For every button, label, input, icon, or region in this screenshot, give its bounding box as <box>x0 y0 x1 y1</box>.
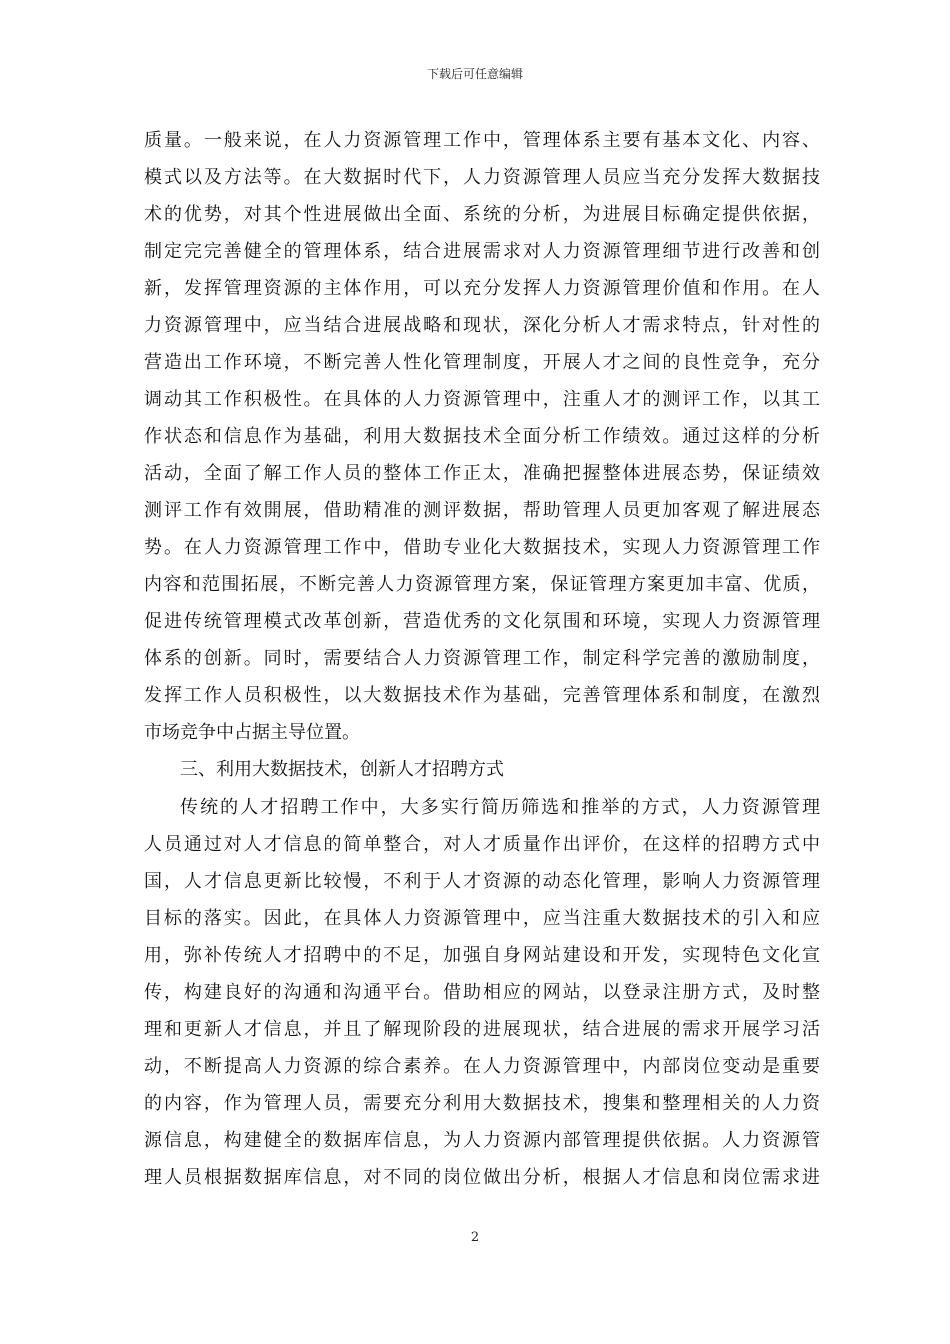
paragraph-line: 人员通过对人才信息的简单整合，对人才质量作出评价，在这样的招聘方式中 <box>144 834 820 855</box>
paragraph-line: 动，不断提高人力资源的综合素养。在人力资源管理中，内部岗位变动是重要 <box>144 1056 820 1077</box>
paragraph-line: 力资源管理中，应当结合进展战略和现状，深化分析人才需求特点，针对性的 <box>144 315 820 336</box>
paragraph-line: 传统的人才招聘工作中，大多实行简历筛选和推举的方式，人力资源管理 <box>180 797 820 818</box>
paragraph-line: 体系的创新。同时，需要结合人力资源管理工作，制定科学完善的激励制度， <box>144 648 820 669</box>
paragraph-line: 质量。一般来说，在人力资源管理工作中，管理体系主要有基本文化、内容、 <box>144 130 820 151</box>
paragraph-line: 内容和范围拓展，不断完善人力资源管理方案，保证管理方案更加丰富、优质， <box>144 574 820 595</box>
paragraph-line: 术的优势，对其个性进展做出全面、系统的分析，为进展目标确定提供依据， <box>144 204 820 225</box>
paragraph-line: 调动其工作积极性。在具体的人力资源管理中，注重人才的测评工作，以其工 <box>144 389 820 410</box>
paragraph-line: 源信息，构建健全的数据库信息，为人力资源内部管理提供依据。人力资源管 <box>144 1130 820 1151</box>
paragraph-line: 作状态和信息作为基础，利用大数据技术全面分析工作绩效。通过这样的分析 <box>144 426 820 447</box>
paragraph-line: 目标的落实。因此，在具体人力资源管理中，应当注重大数据技术的引入和应 <box>144 908 820 929</box>
paragraph-line: 活动，全面了解工作人员的整体工作正太，准确把握整体进展态势，保证绩效 <box>144 463 820 484</box>
page-header: 下载后可任意编辑 <box>426 67 523 81</box>
paragraph-line: 营造出工作环境，不断完善人性化管理制度，开展人才之间的良性竞争，充分 <box>144 352 820 373</box>
paragraph-line: 理和更新人才信息，并且了解现阶段的进展现状，结合进展的需求开展学习活 <box>144 1019 820 1040</box>
paragraph-line: 国，人才信息更新比较慢，不利于人才资源的动态化管理，影响人力资源管理 <box>144 871 820 892</box>
paragraph-line: 理人员根据数据库信息，对不同的岗位做出分析，根据人才信息和岗位需求进 <box>144 1167 820 1188</box>
paragraph-line: 的内容，作为管理人员，需要充分利用大数据技术，搜集和整理相关的人力资 <box>144 1093 820 1114</box>
paragraph-line: 测评工作有效開展，借助精准的测评数据，帮助管理人员更加客观了解进展态 <box>144 500 820 521</box>
paragraph-line: 制定完完善健全的管理体系，结合进展需求对人力资源管理细节进行改善和创 <box>144 241 820 262</box>
paragraph-line: 新，发挥管理资源的主体作用，可以充分发挥人力资源管理价值和作用。在人 <box>144 278 820 299</box>
section-heading: 三、利用大数据技术，创新人才招聘方式 <box>180 759 504 780</box>
paragraph-line: 模式以及方法等。在大数据时代下，人力资源管理人员应当充分发挥大数据技 <box>144 167 820 188</box>
page-number: 2 <box>470 1230 480 1245</box>
paragraph-line: 市场竞争中占据主导位置。 <box>144 722 360 743</box>
paragraph-line: 用，弥补传统人才招聘中的不足，加强自身网站建设和开发，实现特色文化宣 <box>144 945 820 966</box>
paragraph-line: 传，构建良好的沟通和沟通平台。借助相应的网站，以登录注册方式，及时整 <box>144 982 820 1003</box>
paragraph-line: 势。在人力资源管理工作中，借助专业化大数据技术，实现人力资源管理工作 <box>144 537 820 558</box>
paragraph-line: 促进传统管理模式改革创新，营造优秀的文化氛围和环境，实现人力资源管理 <box>144 611 820 632</box>
paragraph-line: 发挥工作人员积极性，以大数据技术作为基础，完善管理体系和制度，在激烈 <box>144 685 820 706</box>
